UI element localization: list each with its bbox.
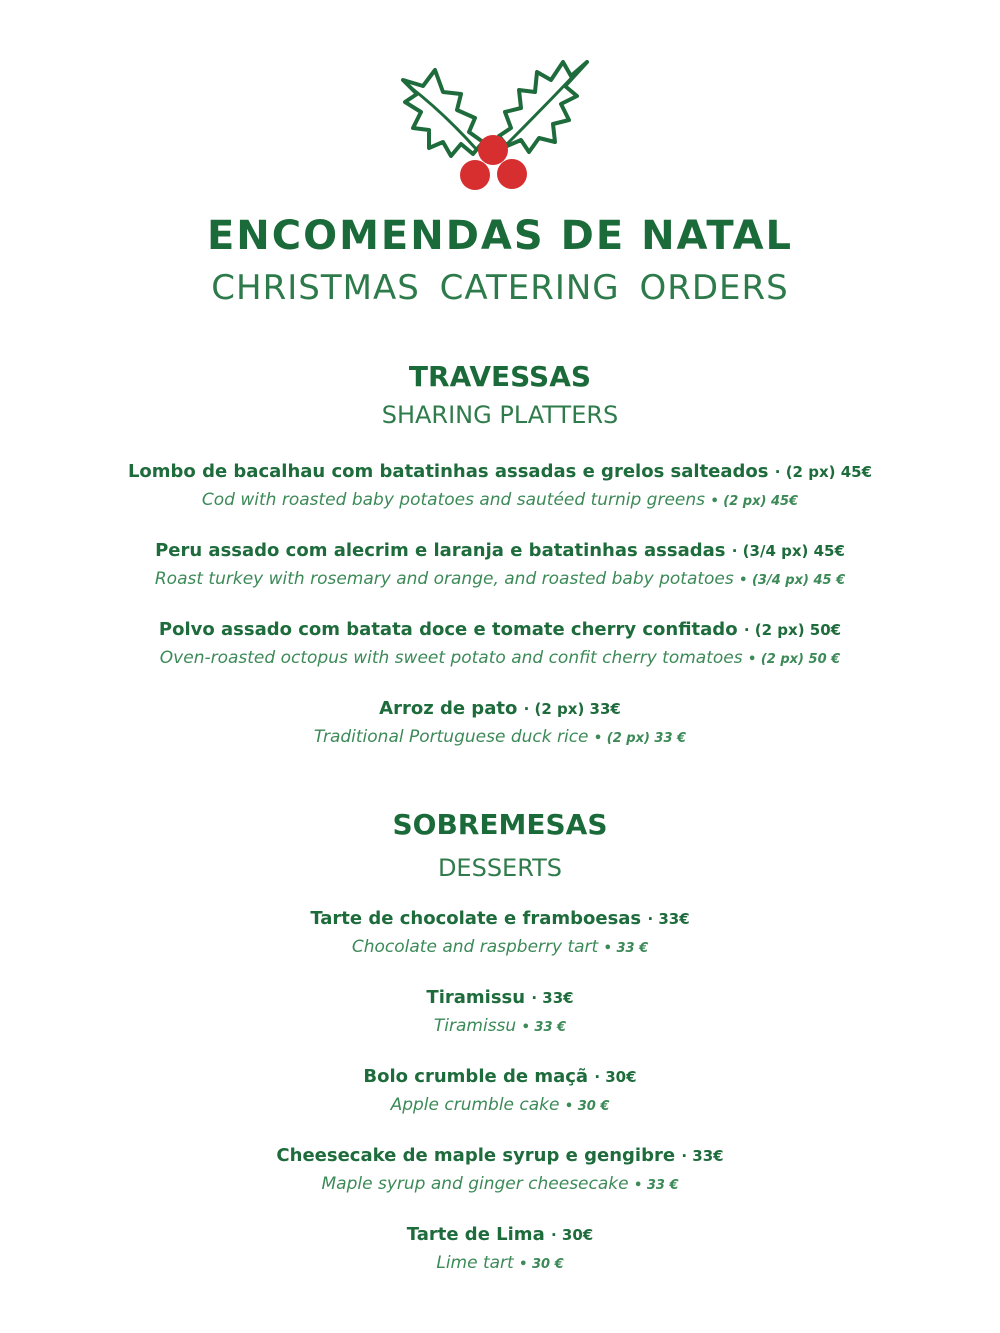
section-subtitle-desserts: DESSERTS	[437, 854, 563, 882]
menu-item	[0, 617, 1000, 675]
item-price-pt: · 33€	[531, 989, 574, 1007]
item-name-en: Traditional Portuguese duck rice • (2 px) 33 €	[313, 727, 687, 747]
item-price-en: • 30 €	[519, 1257, 564, 1272]
item-name-en: Cod with roasted baby potatoes and sautéed turnip greens • (2 px) 45€	[201, 490, 799, 510]
menu-item	[0, 459, 1000, 517]
item-name-pt: Peru assado com alecrim e laranja e batatinhas assadas · (3/4 px) 45€	[155, 540, 845, 561]
menu-item	[0, 985, 1000, 1043]
item-price-en: • 33 €	[603, 941, 649, 956]
item-price-en: • (2 px) 50 €	[748, 652, 841, 667]
item-price-en: • (2 px) 33 €	[593, 731, 687, 746]
menu-item	[0, 1064, 1000, 1122]
item-name-en: Lime tart • 30 €	[436, 1253, 564, 1273]
section-subtitle-sharing-platters: SHARING PLATTERS	[381, 401, 619, 429]
section-title-travessas: TRAVESSAS	[408, 360, 592, 393]
item-price-pt: · (2 px) 33€	[523, 700, 621, 718]
item-name-en: Maple syrup and ginger cheesecake • 33 €	[321, 1174, 679, 1194]
item-price-pt: · (3/4 px) 45€	[731, 542, 845, 560]
item-name-en: Roast turkey with rosemary and orange, and roasted baby potatoes • (3/4 px) 45 €	[154, 569, 846, 589]
item-price-pt: · 30€	[594, 1068, 637, 1086]
item-name-pt: Polvo assado com batata doce e tomate cherry confitado · (2 px) 50€	[158, 619, 842, 640]
menu-item	[0, 696, 1000, 754]
section-title-sobremesas: SOBREMESAS	[392, 808, 608, 841]
item-price-pt: · 30€	[551, 1226, 594, 1244]
item-name-en: Oven-roasted octopus with sweet potato and confit cherry tomatoes • (2 px) 50 €	[159, 648, 841, 668]
item-price-en: • 33 €	[634, 1178, 679, 1193]
menu-item	[0, 1222, 1000, 1280]
item-price-en: • 33 €	[521, 1020, 567, 1035]
item-price-en: • (2 px) 45€	[710, 494, 799, 509]
item-name-en: Chocolate and raspberry tart • 33 €	[351, 937, 649, 957]
item-name-pt: Lombo de bacalhau com batatinhas assadas e grelos salteados · (2 px) 45€	[127, 461, 873, 482]
item-name-en: Tiramissu • 33 €	[433, 1016, 567, 1036]
menu-item	[0, 1143, 1000, 1201]
item-name-pt: Bolo crumble de maçã · 30€	[363, 1066, 637, 1087]
menu-item	[0, 538, 1000, 596]
page-title: ENCOMENDAS DE NATAL	[206, 213, 794, 259]
item-price-pt: · 33€	[647, 910, 690, 928]
item-name-pt: Cheesecake de maple syrup e gengibre · 33€	[276, 1145, 724, 1166]
item-price-pt: · (2 px) 45€	[774, 463, 873, 481]
item-name-en: Apple crumble cake • 30 €	[390, 1095, 610, 1115]
item-name-pt: Tarte de Lima · 30€	[406, 1224, 594, 1245]
holly-icon	[395, 58, 595, 198]
menu-item	[0, 906, 1000, 964]
item-name-pt: Arroz de pato · (2 px) 33€	[379, 698, 621, 719]
item-price-pt: · (2 px) 50€	[743, 621, 842, 639]
item-name-pt: Tarte de chocolate e framboesas · 33€	[310, 908, 690, 929]
item-price-en: • (3/4 px) 45 €	[739, 573, 846, 588]
item-name-pt: Tiramissu · 33€	[426, 987, 574, 1008]
item-price-pt: · 33€	[681, 1147, 724, 1165]
page-subtitle: CHRISTMAS CATERING ORDERS	[211, 268, 789, 308]
item-price-en: • 30 €	[564, 1099, 610, 1114]
